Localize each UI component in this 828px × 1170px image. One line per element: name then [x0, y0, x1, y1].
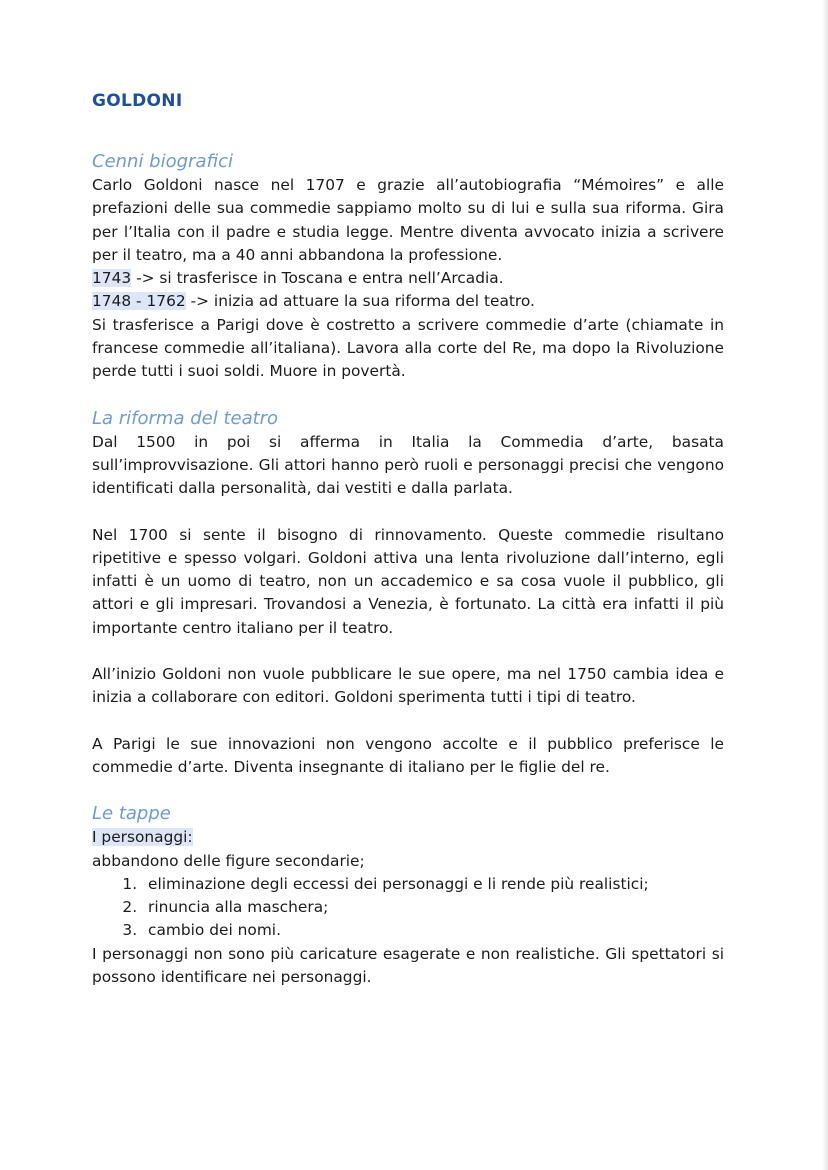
- reform-paragraph-1: Dal 1500 in poi si afferma in Italia la Commedia d’arte, basata sull’improvvisazione. Gli attori hanno però ruoli e personaggi precisi che vengono identificati dalla personalità, dai vestiti e dalla parlata.: [92, 432, 724, 498]
- section-heading-stages: Le tappe: [92, 803, 171, 825]
- reform-paragraph-2: Nel 1700 si sente il bisogno di rinnovamento. Queste commedie risultano ripetitive e spesso volgari. Goldoni attiva una lenta rivoluzione dall’interno, egli infatti è un uomo di teatro, non un accademico e sa cosa vuole il pubblico, gli attori e gli impresari. Trovandosi a Venezia, è fortunato. La città era infatti il più importante centro italiano per il teatro.: [92, 525, 724, 637]
- stages-lead: abbandono delle figure secondarie;: [92, 851, 365, 870]
- reform-paragraph-4: A Parigi le sue innovazioni non vengono accolte e il pubblico preferisce le commedie d’arte. Diventa insegnante di italiano per le figlie del re.: [92, 734, 724, 776]
- highlighted-subheading: I personaggi:: [92, 828, 193, 847]
- biography-date-line-2: [92, 290, 724, 313]
- biography-outro: Si trasferisce a Parigi dove è costretto a scrivere commedie d’arte (chiamate in francese commedie all’italiana). Lavora alla corte del Re, ma dopo la Rivoluzione perde tutti i suoi soldi. Muore in povertà.: [92, 315, 724, 381]
- list-item: 3. cambio dei nomi.: [142, 919, 724, 942]
- document-page: [92, 88, 724, 989]
- highlighted-date: 1743: [92, 269, 132, 288]
- stages-closing: I personaggi non sono più caricature esagerate e non realistiche. Gli spettatori si possono identificare nei personaggi.: [92, 944, 724, 987]
- page-edge-shadow: [822, 0, 828, 1170]
- date-description: -> inizia ad attuare la sua riforma del teatro.: [185, 292, 535, 311]
- stages-subheading: [92, 826, 724, 849]
- reform-paragraph-3: All’inizio Goldoni non vuole pubblicare le sue opere, ma nel 1750 cambia idea e inizia a collaborare con editori. Goldoni sperimenta tutti i tipi di teatro.: [92, 665, 724, 707]
- biography-date-line-1: [92, 267, 724, 290]
- list-item: 1. eliminazione degli eccessi dei personaggi e li rende più realistici;: [142, 873, 724, 896]
- highlighted-date: 1748 - 1762: [92, 292, 186, 311]
- date-description: -> si trasferisce in Toscana e entra nell’Arcadia.: [131, 269, 504, 288]
- document-title: GOLDONI: [92, 91, 183, 111]
- stages-list: [92, 873, 724, 943]
- list-item: 2. rinuncia alla maschera;: [142, 896, 724, 919]
- section-heading-biography: Cenni biografici: [92, 151, 234, 172]
- section-heading-reform: La riforma del teatro: [92, 407, 279, 429]
- biography-intro: Carlo Goldoni nasce nel 1707 e grazie all’autobiografia “Mémoires” e alle prefazioni delle sua commedie sappiamo molto su di lui e sulla sua riforma. Gira per l’Italia con il padre e studia legge. Mentre diventa avvocato inizia a scrivere per il teatro, ma a 40 anni abbandona la professione.: [92, 176, 724, 264]
